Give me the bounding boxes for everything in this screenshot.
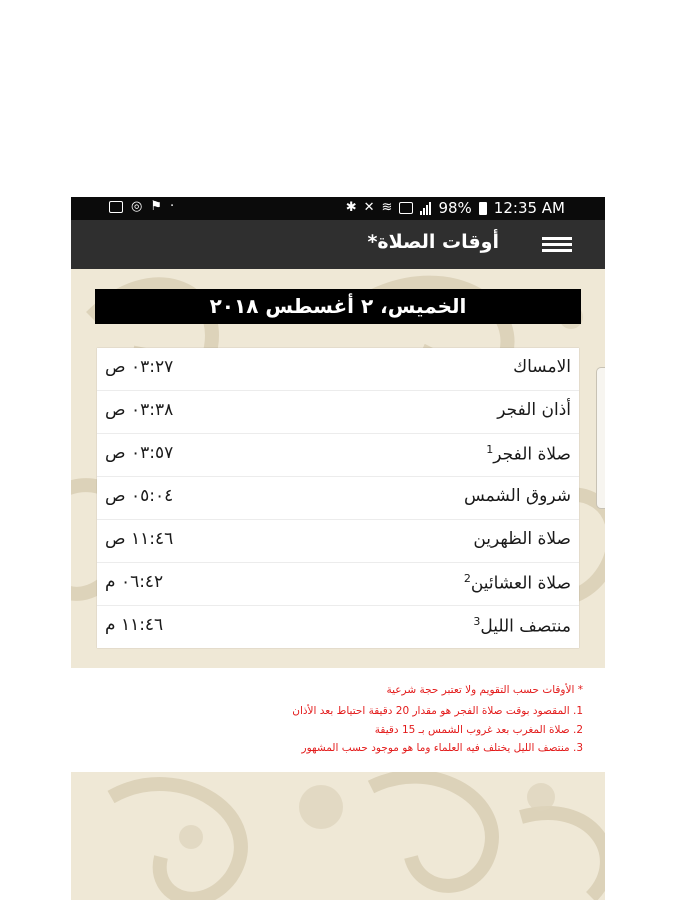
prayer-time: ٠٥:٠٤ ص [105, 486, 174, 506]
prayer-name: أذان الفجر [497, 400, 571, 420]
battery-icon [479, 202, 487, 215]
footnotes [71, 668, 605, 772]
mute-icon: ✕ [363, 200, 375, 215]
note-disclaimer: * الأوقات حسب التقويم ولا تعتبر حجة شرعية [386, 684, 583, 696]
date-header: الخميس، ٢ أغسطس ٢٠١٨ [95, 289, 581, 324]
footnote-marker: 2 [463, 572, 471, 585]
prayer-time: ٠٣:٣٨ ص [105, 400, 174, 420]
prayer-time: ١١:٤٦ م [105, 615, 164, 635]
prayer-row-midnight [97, 606, 579, 648]
prayer-row-fajr-adhan [97, 391, 579, 434]
prayer-name: صلاة الفجر$^1$ [486, 443, 571, 465]
prayer-row-sunrise [97, 477, 579, 520]
prayer-row-fajr [97, 434, 579, 477]
prayer-time: ٠٣:٥٧ ص [105, 443, 174, 463]
signal-icon [420, 201, 431, 215]
app-bar [71, 220, 605, 269]
data-icon [399, 202, 413, 214]
battery-percent: 98% [438, 199, 472, 217]
image-icon [109, 201, 123, 213]
prayer-row-imsak [97, 348, 579, 391]
prayer-name: الامساك [513, 357, 571, 377]
flag-icon: ⚑ [150, 199, 162, 214]
phone-screen [71, 197, 605, 900]
prayer-time: ٠٦:٤٢ م [105, 572, 164, 592]
bluetooth-icon: ✱ [345, 200, 357, 215]
note-1: 1. المقصود بوقت صلاة الفجر هو مقدار 20 دقيقة احتياط بعد الأذان [292, 705, 583, 717]
wifi-icon: ≋ [381, 200, 393, 215]
prayer-row-dhuhr [97, 520, 579, 563]
whatsapp-icon: ◎ [131, 199, 143, 214]
side-scroll-handle[interactable] [596, 367, 605, 509]
note-2: 2. صلاة المغرب بعد غروب الشمس بـ 15 دقيقة [374, 724, 583, 736]
prayer-name: صلاة العشائين$^2$ [463, 572, 571, 594]
prayer-time: ٠٣:٢٧ ص [105, 357, 174, 377]
menu-icon[interactable] [542, 237, 572, 253]
prayer-row-maghrib [97, 563, 579, 606]
prayer-name: شروق الشمس [464, 486, 571, 506]
page-title: أوقات الصلاة* [367, 231, 499, 253]
status-bar [71, 197, 605, 220]
prayer-name: صلاة الظهرين [473, 529, 571, 549]
prayer-name: منتصف الليل$^3$ [473, 615, 571, 637]
clock: 12:35 AM [493, 199, 565, 217]
dot-icon: · [170, 199, 175, 214]
notification-icons [109, 200, 174, 214]
prayer-times-table [97, 348, 579, 648]
system-icons [346, 199, 565, 217]
footnote-marker: 1 [486, 443, 494, 456]
note-3: 3. منتصف الليل يختلف فيه العلماء وما هو موجود حسب المشهور [301, 742, 583, 754]
prayer-time: ١١:٤٦ ص [105, 529, 174, 549]
footnote-marker: 3 [473, 615, 481, 628]
